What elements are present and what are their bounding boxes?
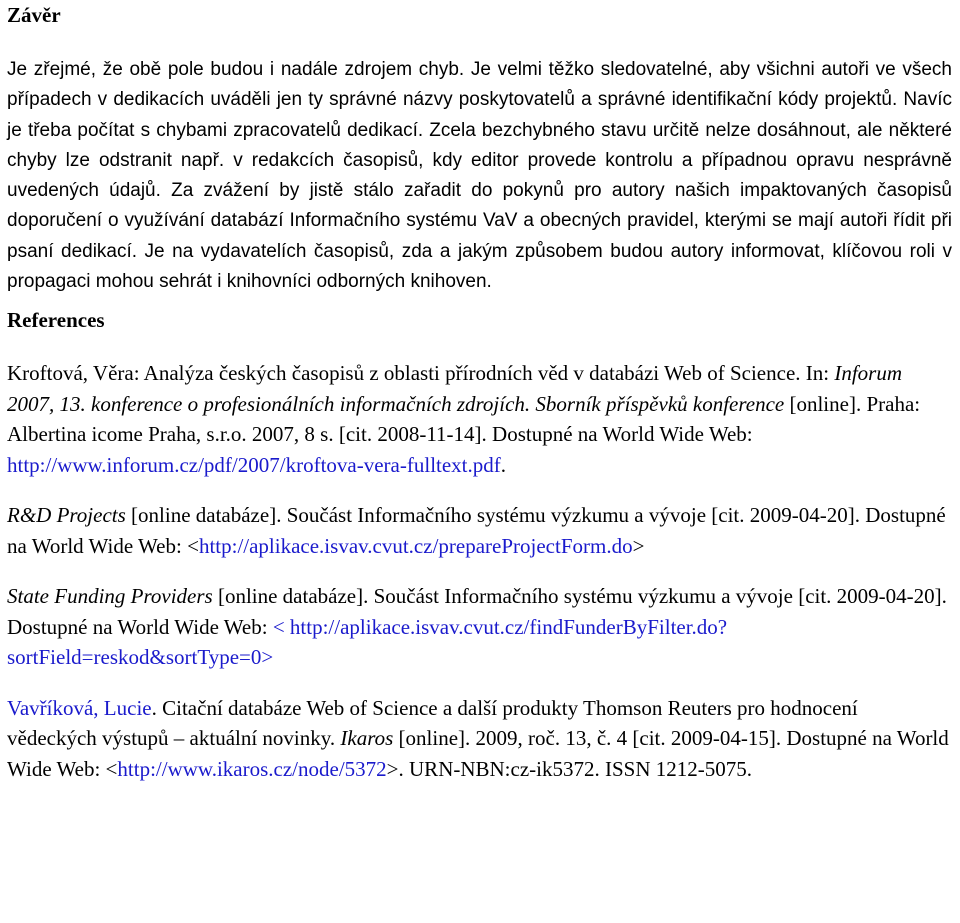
ref1-text-2: [online]. Praha: Albertina icome Praha, s.r.o. 2007, 8 s. [cit. 2008-11-14]. Dostupné na World Wide Web: bbox=[7, 391, 921, 447]
ref4-text-2: [online]. 2009, roč. 13, č. 4 [cit. 2009-04-15]. Dostupné na World Wide Web: < bbox=[7, 726, 949, 781]
ref4-end: >. URN-NBN:cz-ik5372. ISSN 1212-5075. bbox=[386, 756, 752, 781]
ref2-link[interactable]: http://aplikace.isvav.cvut.cz/prepareProjectForm.do bbox=[198, 533, 633, 558]
ref2-text-1: [online databáze]. Součást Informačního systému výzkumu a vývoje [cit. 2009-04-20]. Dostupné na World Wide Web: < bbox=[7, 503, 946, 558]
ref2-title: R&D Projects bbox=[7, 503, 126, 528]
ref4-text-1: . Citační databáze Web of Science a další produkty Thomson Reuters pro hodnocení vědeckých výstupů – aktuální novinky. bbox=[7, 695, 858, 751]
reference-item-3 bbox=[7, 581, 952, 673]
ref1-end: . bbox=[500, 452, 507, 477]
reference-item-2 bbox=[7, 500, 952, 561]
ref3-text-1: [online databáze]. Součást Informačního systému výzkumu a vývoje [cit. 2009-04-20]. Dostupné na World Wide Web: bbox=[7, 584, 947, 639]
ref4-link[interactable]: http://www.ikaros.cz/node/5372 bbox=[117, 756, 387, 781]
reference-item-4 bbox=[7, 693, 952, 785]
conclusion-paragraph: Je zřejmé, že obě pole budou i nadále zdrojem chyb. Je velmi těžko sledovatelné, aby všichni autoři ve všech případech v dedikacích uváděli jen ty správné názvy poskytovatelů a správné identifikační kódy projektů. Navíc je třeba počítat s chybami zpracovatelů dedikací. Zcela bezchybného stavu určitě nelze dosáhnout, ale některé chyby lze odstranit např. v redakcích časopisů, kdy editor provede kontrolu a případnou opravu nesprávně uvedených údajů. Za zvážení by jistě stálo zařadit do pokynů pro autory našich impaktovaných časopisů doporučení o využívání databází Informačního systému VaV a obecných pravidel, kterými se mají autoři řídit při psaní dedikací. Je na vydavatelích časopisů, zda a jakým způsobem budou autory informovat, klíčovou roli v propagaci mohou sehrát i knihovníci odborných knihoven. bbox=[7, 59, 952, 293]
ref3-title: State Funding Providers bbox=[7, 584, 213, 609]
reference-item-1 bbox=[7, 358, 952, 480]
ref4-author-link[interactable]: Vavříková, Lucie bbox=[7, 695, 152, 720]
references-heading: References bbox=[7, 308, 105, 333]
ref3-link[interactable]: < http://aplikace.isvav.cvut.cz/findFunderByFilter.do?sortField=reskod&sortType=0> bbox=[7, 614, 728, 670]
ref4-title: Ikaros bbox=[340, 726, 394, 751]
ref1-title: Inforum 2007, 13. konference o profesionálních informačních zdrojích. Sborník příspěvků konference bbox=[7, 361, 903, 416]
conclusion-heading: Závěr bbox=[7, 3, 61, 27]
ref1-link[interactable]: http://www.inforum.cz/pdf/2007/kroftova-vera-fulltext.pdf bbox=[7, 452, 501, 477]
ref1-text-1: Kroftová, Věra: Analýza českých časopisů z oblasti přírodních věd v databázi Web of Science. In: bbox=[7, 361, 835, 386]
ref2-end: > bbox=[632, 533, 645, 558]
